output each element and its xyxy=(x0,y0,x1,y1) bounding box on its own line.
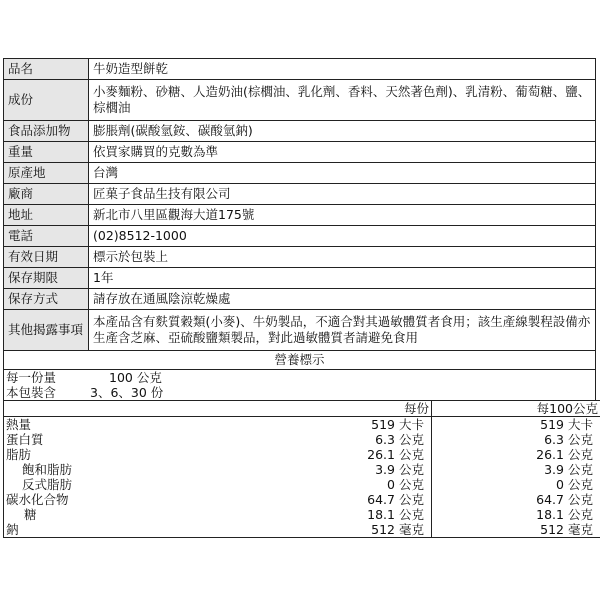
nutrition-row xyxy=(4,492,600,507)
info-label: 原產地 xyxy=(4,163,89,184)
unit: 公克 xyxy=(568,462,594,477)
per-100g-value: 6.3 xyxy=(544,432,564,447)
unit: 公克 xyxy=(399,447,425,462)
info-label: 廠商 xyxy=(4,184,89,205)
per-serving-value: 64.7 xyxy=(367,492,395,507)
unit: 毫克 xyxy=(399,522,425,537)
servings-per-package-label: 本包裝含 xyxy=(6,385,57,400)
servings-per-package-value: 3、6、30 份 xyxy=(90,385,164,400)
unit: 公克 xyxy=(399,507,425,522)
info-value: 依買家購買的克數為準 xyxy=(89,142,596,163)
info-row xyxy=(4,142,596,163)
nutrient-name: 蛋白質 xyxy=(4,432,191,447)
unit: 公克 xyxy=(568,492,594,507)
unit: 公克 xyxy=(568,477,594,492)
per-100g-value: 0 xyxy=(556,477,564,492)
info-row xyxy=(4,310,596,351)
per-serving-header: 每份 xyxy=(190,401,432,417)
nutrition-table xyxy=(3,400,600,538)
info-label: 重量 xyxy=(4,142,89,163)
info-label: 電話 xyxy=(4,226,89,247)
info-value: 台灣 xyxy=(89,163,596,184)
nutrient-name: 脂肪 xyxy=(4,447,191,462)
nutrient-name: 鈉 xyxy=(4,522,191,538)
info-value: (02)8512-1000 xyxy=(89,226,596,247)
info-value: 小麥麵粉、砂糖、人造奶油(棕櫚油、乳化劑、香料、天然著色劑)、乳清粉、葡萄糖、鹽、棕櫚油 xyxy=(89,80,596,121)
unit: 公克 xyxy=(399,477,425,492)
product-info-table xyxy=(3,58,596,351)
info-label: 保存期限 xyxy=(4,268,89,289)
info-value: 新北市八里區觀海大道175號 xyxy=(89,205,596,226)
info-label: 食品添加物 xyxy=(4,121,89,142)
per-100g-value: 519 xyxy=(540,417,564,432)
serving-size-value: 100 公克 xyxy=(109,370,162,385)
unit: 公克 xyxy=(399,432,425,447)
info-value: 匠菓子食品生技有限公司 xyxy=(89,184,596,205)
per-serving-value: 6.3 xyxy=(375,432,395,447)
per-100g-value: 64.7 xyxy=(536,492,564,507)
info-row xyxy=(4,226,596,247)
nutrient-name: 熱量 xyxy=(4,417,191,433)
unit: 毫克 xyxy=(568,522,594,537)
nutrition-row xyxy=(4,462,600,477)
info-value: 請存放在通風陰涼乾燥處 xyxy=(89,289,596,310)
nutrient-name: 碳水化合物 xyxy=(4,492,191,507)
info-row xyxy=(4,289,596,310)
info-row xyxy=(4,121,596,142)
unit: 公克 xyxy=(568,507,594,522)
nutrition-title: 營養標示 xyxy=(3,351,596,370)
info-value: 本產品含有麩質穀類(小麥)、牛奶製品，不適合對其過敏體質者食用；該生產線製程設備亦生產含芝麻、亞硫酸鹽類製品，對此過敏體質者請避免食用 xyxy=(89,310,596,351)
nutrition-row xyxy=(4,432,600,447)
nutrition-row xyxy=(4,447,600,462)
info-label: 品名 xyxy=(4,59,89,80)
info-row xyxy=(4,184,596,205)
product-label-sheet xyxy=(3,58,596,538)
serving-info xyxy=(3,370,596,400)
serving-size-label: 每一份量 xyxy=(6,370,57,385)
info-value: 標示於包裝上 xyxy=(89,247,596,268)
nutrition-header-row xyxy=(4,401,600,417)
info-value: 膨脹劑(碳酸氫銨、碳酸氫鈉) xyxy=(89,121,596,142)
nutrient-name: 飽和脂肪 xyxy=(4,462,191,477)
info-value: 1年 xyxy=(89,268,596,289)
unit: 公克 xyxy=(399,462,425,477)
info-value: 牛奶造型餅乾 xyxy=(89,59,596,80)
per-serving-value: 519 xyxy=(371,417,395,432)
info-label: 其他揭露事項 xyxy=(4,310,89,351)
nutrition-row xyxy=(4,417,600,433)
info-label: 保存方式 xyxy=(4,289,89,310)
per-100g-header: 每100公克 xyxy=(432,401,600,417)
per-100g-value: 512 xyxy=(540,522,564,537)
per-serving-value: 18.1 xyxy=(367,507,395,522)
nutrition-row xyxy=(4,522,600,538)
nutrient-name: 糖 xyxy=(4,507,191,522)
info-row xyxy=(4,59,596,80)
unit: 公克 xyxy=(568,447,594,462)
info-label: 地址 xyxy=(4,205,89,226)
per-serving-value: 512 xyxy=(371,522,395,537)
nutrient-name: 反式脂肪 xyxy=(4,477,191,492)
info-row xyxy=(4,268,596,289)
info-row xyxy=(4,205,596,226)
unit: 大卡 xyxy=(399,417,425,432)
info-label: 有效日期 xyxy=(4,247,89,268)
per-100g-value: 3.9 xyxy=(544,462,564,477)
per-serving-value: 26.1 xyxy=(367,447,395,462)
per-serving-value: 3.9 xyxy=(375,462,395,477)
info-row xyxy=(4,163,596,184)
nutrition-row xyxy=(4,507,600,522)
nutrition-row xyxy=(4,477,600,492)
per-100g-value: 26.1 xyxy=(536,447,564,462)
info-row xyxy=(4,80,596,121)
unit: 大卡 xyxy=(568,417,594,432)
info-row xyxy=(4,247,596,268)
per-100g-value: 18.1 xyxy=(536,507,564,522)
per-serving-value: 0 xyxy=(387,477,395,492)
info-label: 成份 xyxy=(4,80,89,121)
unit: 公克 xyxy=(568,432,594,447)
unit: 公克 xyxy=(399,492,425,507)
